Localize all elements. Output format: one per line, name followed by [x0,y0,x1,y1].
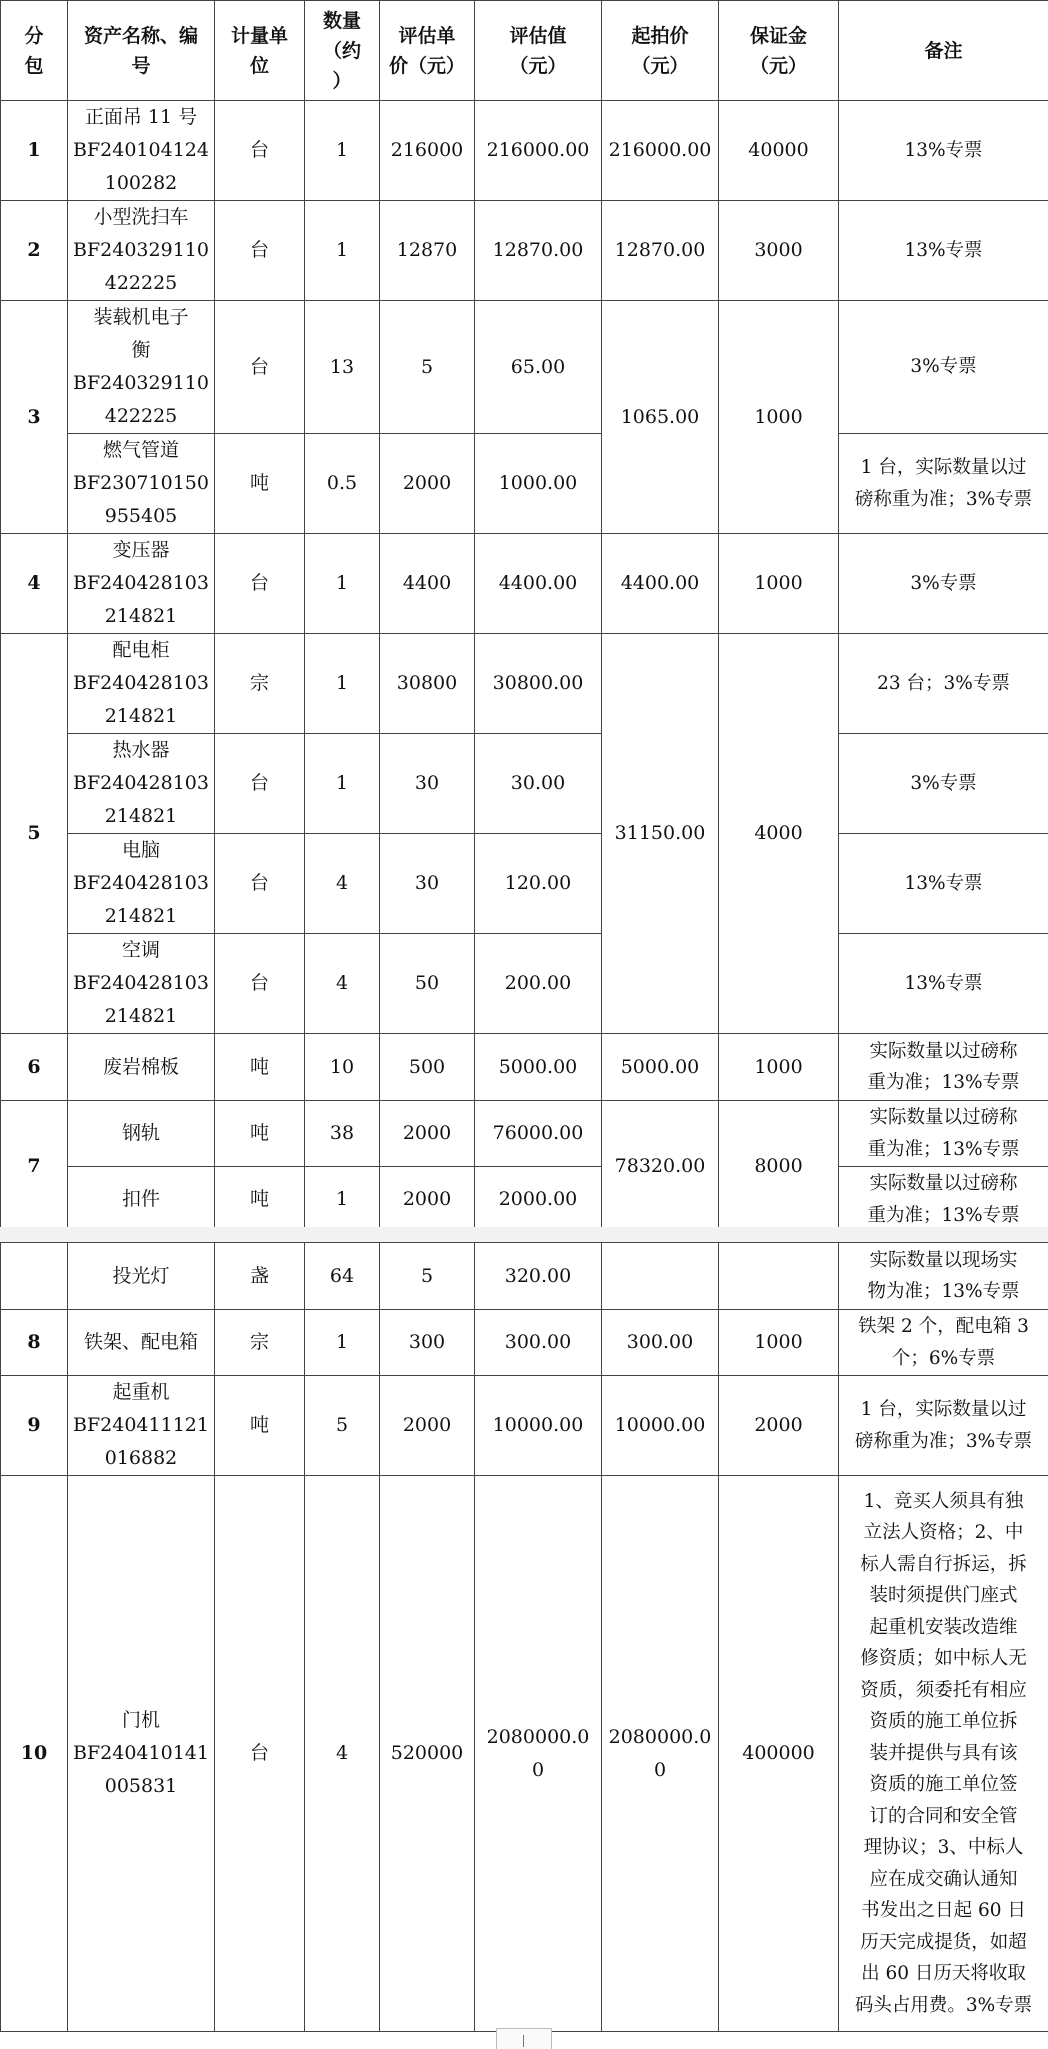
deposit: 8000 [719,1101,839,1233]
pkg-number: 1 [1,101,68,201]
table-row [1,534,1048,634]
note: 实际数量以过磅称 重为准；13%专票 [839,1034,1048,1101]
note: 3%专票 [839,734,1048,834]
pkg-number: 7 [1,1101,68,1233]
header-unit: 计量单 位 [215,1,305,101]
note: 1、竞买人须具有独 立法人资格；2、中 标人需自行拆运，拆 装时须提供门座式 起重机安装改造维 修资质；如中标人无 资质，须委托有相应 资质的施工单位拆 装并提供与具有该 资质的施工单位签 订的合同和安全管 理协议；3、中标人 应在成交确认通知 书发出之日起 60 日 历天完成提货，如超 出 60 日历天将收取 码头占用费。3%专票 [839,1476,1048,2032]
assessed-value: 1000.00 [475,434,602,534]
assessed-value: 200.00 [475,934,602,1034]
unit-price: 300 [380,1310,475,1376]
note: 23 台；3%专票 [839,634,1048,734]
start-price: 4400.00 [602,534,719,634]
deposit: 3000 [719,201,839,301]
asset-name: 铁架、配电箱 [68,1310,215,1376]
deposit-empty [719,1243,839,1310]
deposit: 2000 [719,1376,839,1476]
table-row [1,101,1048,201]
asset-name: 起重机 BF240411121 016882 [68,1376,215,1476]
asset-name: 钢轨 [68,1101,215,1167]
quantity: 4 [305,834,380,934]
asset-name: 燃气管道 BF230710150 955405 [68,434,215,534]
start-price: 1065.00 [602,301,719,534]
pkg-number: 5 [1,634,68,1034]
note: 1 台，实际数量以过 磅称重为准；3%专票 [839,1376,1048,1476]
quantity: 0.5 [305,434,380,534]
quantity: 1 [305,101,380,201]
unit: 台 [215,734,305,834]
deposit: 1000 [719,1034,839,1101]
asset-name: 变压器 BF240428103 214821 [68,534,215,634]
quantity: 5 [305,1376,380,1476]
unit: 宗 [215,1310,305,1376]
asset-name: 门机 BF240410141 005831 [68,1476,215,2032]
text-cursor-marker [496,2028,552,2049]
quantity: 13 [305,301,380,434]
note: 铁架 2 个，配电箱 3 个；6%专票 [839,1310,1048,1376]
start-price: 12870.00 [602,201,719,301]
page-break [0,1227,1048,1242]
pkg-number: 3 [1,301,68,534]
unit: 吨 [215,434,305,534]
asset-name: 电脑 BF240428103 214821 [68,834,215,934]
note: 3%专票 [839,301,1048,434]
asset-name: 废岩棉板 [68,1034,215,1101]
start-price-empty [602,1243,719,1310]
note: 13%专票 [839,834,1048,934]
unit: 盏 [215,1243,305,1310]
note: 实际数量以过磅称 重为准；13%专票 [839,1167,1048,1233]
assessed-value: 2080000.0 0 [475,1476,602,2032]
assessed-value: 2000.00 [475,1167,602,1233]
quantity: 38 [305,1101,380,1167]
quantity: 1 [305,734,380,834]
pkg-number: 2 [1,201,68,301]
table-row [1,1034,1048,1101]
unit-price: 30800 [380,634,475,734]
unit-price: 5 [380,301,475,434]
asset-table-page-2 [0,1242,1048,2032]
unit-price: 2000 [380,1376,475,1476]
unit-price: 12870 [380,201,475,301]
table-row [1,1101,1048,1167]
quantity: 64 [305,1243,380,1310]
header-value: 评估值 （元） [475,1,602,101]
unit: 台 [215,101,305,201]
start-price: 5000.00 [602,1034,719,1101]
unit: 台 [215,301,305,434]
quantity: 1 [305,534,380,634]
deposit: 400000 [719,1476,839,2032]
quantity: 1 [305,1310,380,1376]
unit-price: 50 [380,934,475,1034]
note: 13%专票 [839,201,1048,301]
table-row [1,301,1048,434]
assessed-value: 320.00 [475,1243,602,1310]
assessed-value: 4400.00 [475,534,602,634]
assessed-value: 120.00 [475,834,602,934]
unit-price: 2000 [380,1101,475,1167]
unit: 宗 [215,634,305,734]
unit: 吨 [215,1034,305,1101]
unit: 吨 [215,1376,305,1476]
deposit: 1000 [719,1310,839,1376]
unit: 吨 [215,1101,305,1167]
header-pkg: 分 包 [1,1,68,101]
unit: 吨 [215,1167,305,1233]
note: 1 台，实际数量以过 磅称重为准；3%专票 [839,434,1048,534]
unit-price: 500 [380,1034,475,1101]
pkg-number-empty [1,1243,68,1310]
pkg-number: 4 [1,534,68,634]
assessed-value: 300.00 [475,1310,602,1376]
unit-price: 30 [380,734,475,834]
table-row [1,934,1048,1034]
quantity: 10 [305,1034,380,1101]
unit-price: 5 [380,1243,475,1310]
start-price: 78320.00 [602,1101,719,1233]
table-row [1,734,1048,834]
unit: 台 [215,201,305,301]
unit-price: 2000 [380,434,475,534]
header-deposit: 保证金 （元） [719,1,839,101]
note: 13%专票 [839,101,1048,201]
asset-name: 装载机电子 衡 BF240329110 422225 [68,301,215,434]
unit: 台 [215,934,305,1034]
quantity: 4 [305,934,380,1034]
unit-price: 520000 [380,1476,475,2032]
unit-price: 2000 [380,1167,475,1233]
unit: 台 [215,534,305,634]
assessed-value: 65.00 [475,301,602,434]
asset-name: 投光灯 [68,1243,215,1310]
unit-price: 30 [380,834,475,934]
asset-name: 正面吊 11 号 BF240104124 100282 [68,101,215,201]
assessed-value: 10000.00 [475,1376,602,1476]
quantity: 1 [305,634,380,734]
assessed-value: 5000.00 [475,1034,602,1101]
header-note: 备注 [839,1,1048,101]
table-row [1,1376,1048,1476]
table-row [1,1310,1048,1376]
quantity: 1 [305,1167,380,1233]
quantity: 1 [305,201,380,301]
start-price: 2080000.0 0 [602,1476,719,2032]
deposit: 4000 [719,634,839,1034]
note: 实际数量以现场实 物为准；13%专票 [839,1243,1048,1310]
assessed-value: 76000.00 [475,1101,602,1167]
unit: 台 [215,1476,305,2032]
unit-price: 216000 [380,101,475,201]
note: 3%专票 [839,534,1048,634]
deposit: 40000 [719,101,839,201]
asset-name: 扣件 [68,1167,215,1233]
pkg-number: 6 [1,1034,68,1101]
note: 13%专票 [839,934,1048,1034]
asset-name: 配电柜 BF240428103 214821 [68,634,215,734]
deposit: 1000 [719,534,839,634]
unit-price: 4400 [380,534,475,634]
header-start-price: 起拍价 （元） [602,1,719,101]
header-row [1,1,1048,101]
assessed-value: 30800.00 [475,634,602,734]
table-row [1,434,1048,534]
asset-name: 空调 BF240428103 214821 [68,934,215,1034]
table-row [1,1243,1048,1310]
header-unit-price: 评估单 价（元） [380,1,475,101]
table-row [1,834,1048,934]
note: 实际数量以过磅称 重为准；13%专票 [839,1101,1048,1167]
table-row [1,634,1048,734]
pkg-number: 10 [1,1476,68,2032]
table-row [1,201,1048,301]
start-price: 31150.00 [602,634,719,1034]
pkg-number: 9 [1,1376,68,1476]
deposit: 1000 [719,301,839,534]
assessed-value: 216000.00 [475,101,602,201]
assessed-value: 12870.00 [475,201,602,301]
start-price: 300.00 [602,1310,719,1376]
table-row [1,1476,1048,2032]
header-asset-name: 资产名称、编 号 [68,1,215,101]
asset-name: 小型洗扫车 BF240329110 422225 [68,201,215,301]
quantity: 4 [305,1476,380,2032]
pkg-number: 8 [1,1310,68,1376]
header-quantity: 数量 （约 ） [305,1,380,101]
start-price: 10000.00 [602,1376,719,1476]
table-row [1,1167,1048,1233]
asset-name: 热水器 BF240428103 214821 [68,734,215,834]
assessed-value: 30.00 [475,734,602,834]
start-price: 216000.00 [602,101,719,201]
unit: 台 [215,834,305,934]
